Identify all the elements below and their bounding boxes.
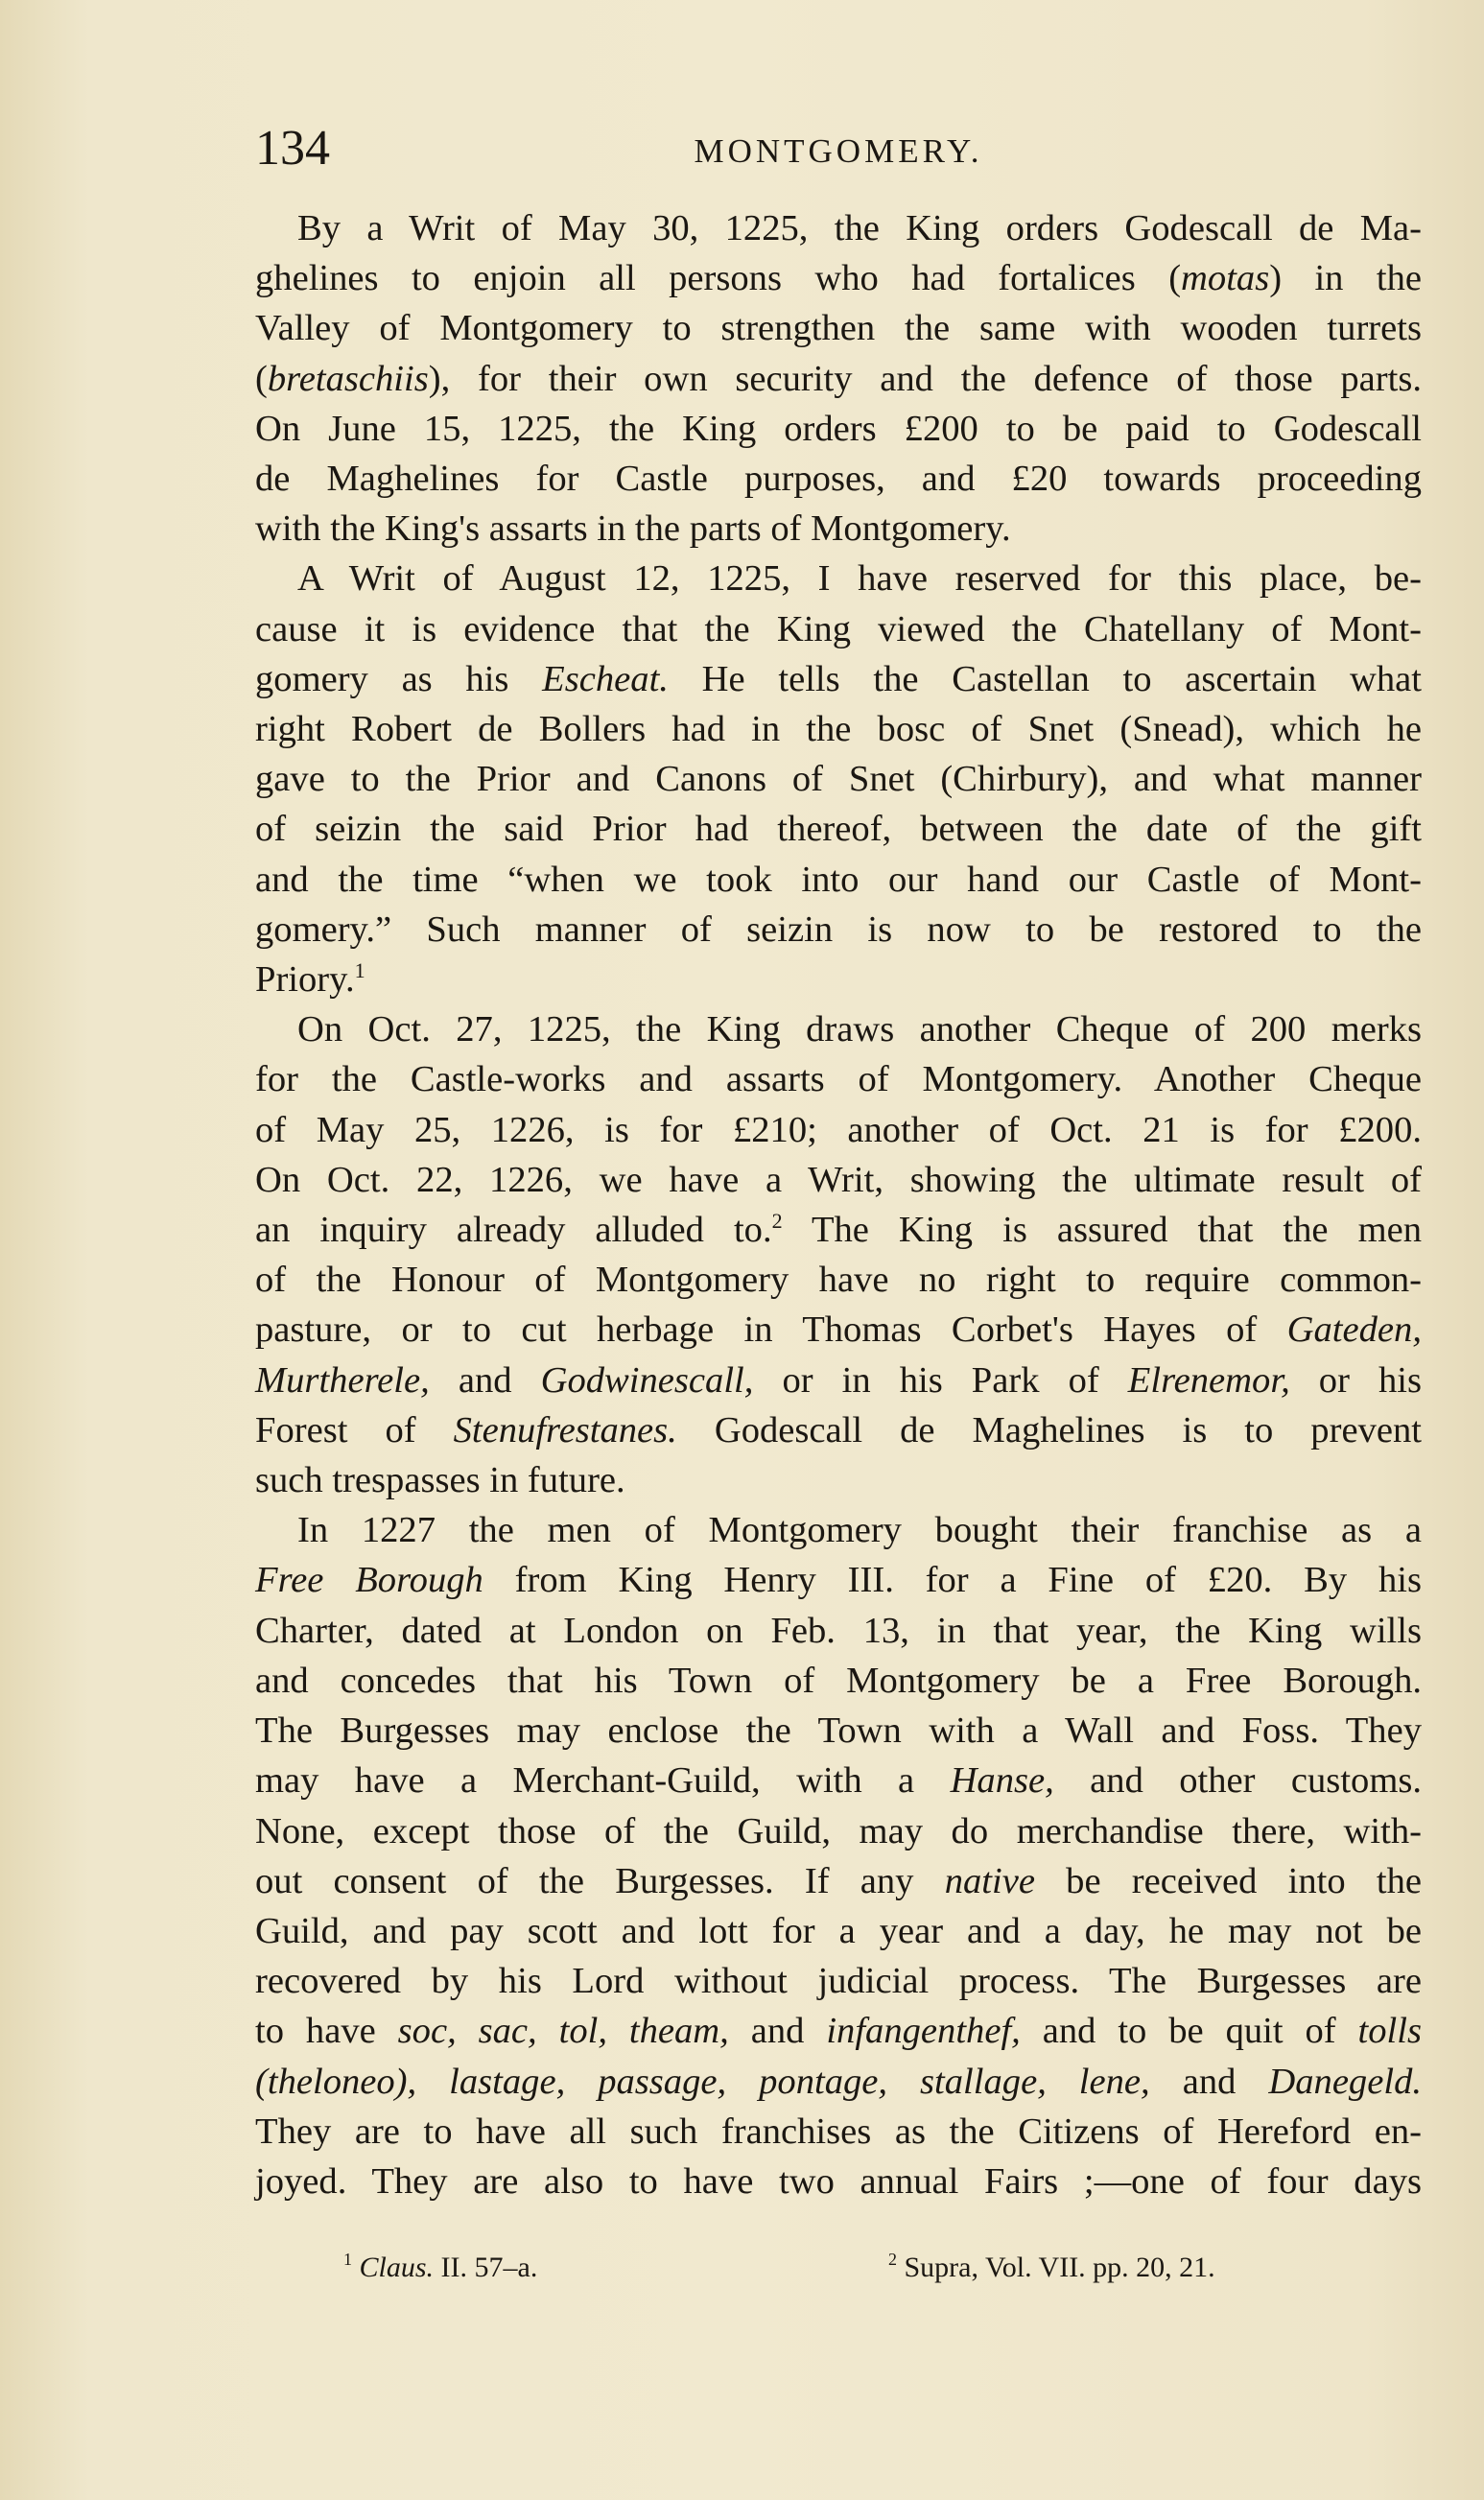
- text-line: out consent of the Burgesses. If any native be received into the: [255, 1860, 1422, 1901]
- footnotes: [255, 2245, 1422, 2291]
- text-line: and the time “when we took into our hand our Castle of Mont-: [255, 859, 1422, 900]
- text-line: ghelines to enjoin all persons who had fortalices (motas) in the: [255, 258, 1422, 299]
- footnote-ref: 2: [771, 1209, 783, 1234]
- footnote-ref: 1: [354, 958, 365, 983]
- text-line: right Robert de Bollers had in the bosc of Snet (Snead), which he: [255, 709, 1422, 750]
- footnote-2: $^2$ Supra, Vol. VII. pp. 20, 21.: [888, 2250, 1215, 2283]
- text-line: recovered by his Lord without judicial process. The Burgesses are: [255, 1961, 1422, 2002]
- footnote-1: $^1$ Claus. II. 57–a.: [343, 2250, 538, 2283]
- text-line: They are to have all such franchises as the Citizens of Hereford en-: [255, 2111, 1422, 2152]
- text-line: None, except those of the Guild, may do merchandise there, with-: [255, 1810, 1422, 1851]
- text-line: for the Castle-works and assarts of Montgomery. Another Cheque: [255, 1059, 1422, 1100]
- text-line: an inquiry already alluded to.$^2$ The King is assured that the men: [255, 1209, 1422, 1251]
- page-number: 134: [255, 121, 330, 176]
- text-line: and concedes that his Town of Montgomery be a Free Borough.: [255, 1660, 1422, 1701]
- text-line: of seizin the said Prior had thereof, between the date of the gift: [255, 809, 1422, 850]
- text-line: with the King's assarts in the parts of Montgomery.: [255, 508, 1011, 550]
- text-line: such trespasses in future.: [255, 1460, 625, 1501]
- text-line: Free Borough from King Henry III. for a Fine of £20. By his: [255, 1560, 1422, 1601]
- text-line: (theloneo), lastage, passage, pontage, stallage, lene, and Danegeld.: [255, 2061, 1422, 2102]
- text-line: Priory.$^1$: [255, 958, 365, 1001]
- text-line: of the Honour of Montgomery have no right to require common-: [255, 1260, 1422, 1301]
- text-line: Charter, dated at London on Feb. 13, in that year, the King wills: [255, 1610, 1422, 1651]
- text-line: Murtherele, and Godwinescall, or in his Park of Elrenemor, or his: [255, 1359, 1422, 1401]
- text-line: pasture, or to cut herbage in Thomas Corbet's Hayes of Gateden,: [255, 1309, 1422, 1351]
- text-line: gomery as his Escheat. He tells the Castellan to ascertain what: [255, 658, 1423, 699]
- text-line: Valley of Montgomery to strengthen the same with wooden turrets: [255, 308, 1422, 349]
- text-line: cause it is evidence that the King viewed the Chatellany of Mont-: [255, 608, 1422, 649]
- text-line: to have soc, sac, tol, theam, and infangenthef, and to be quit of tolls: [255, 2011, 1422, 2052]
- text-line: The Burgesses may enclose the Town with a Wall and Foss. They: [255, 1710, 1422, 1752]
- text-line: On June 15, 1225, the King orders £200 to be paid to Godescall: [255, 408, 1422, 449]
- text-line: may have a Merchant-Guild, with a Hanse, and other customs.: [255, 1760, 1422, 1802]
- text-line: On Oct. 22, 1226, we have a Writ, showing the ultimate result of: [255, 1159, 1422, 1200]
- body-text: [255, 203, 1422, 2206]
- text-line: (bretaschiis), for their own security and the defence of those parts.: [255, 358, 1422, 399]
- text-line: of May 25, 1226, is for £210; another of Oct. 21 is for £200.: [255, 1109, 1422, 1150]
- paragraph: [255, 1004, 1422, 1505]
- text-line: A Writ of August 12, 1225, I have reserved for this place, be-: [297, 558, 1422, 600]
- text-line: By a Writ of May 30, 1225, the King orders Godescall de Ma-: [297, 208, 1422, 248]
- text-line: de Maghelines for Castle purposes, and £20 towards proceeding: [255, 459, 1422, 500]
- text-line: On Oct. 27, 1225, the King draws another Cheque of 200 merks: [297, 1009, 1422, 1050]
- text-line: Guild, and pay scott and lott for a year and a day, he may not be: [255, 1910, 1422, 1951]
- page-header: [255, 115, 1422, 182]
- running-head: MONTGOMERY.: [694, 132, 983, 170]
- text-line: gave to the Prior and Canons of Snet (Chirbury), and what manner: [255, 759, 1422, 800]
- text-line: gomery.” Such manner of seizin is now to be restored to the: [255, 908, 1422, 950]
- paragraph: [255, 203, 1422, 554]
- paragraph: [255, 1505, 1422, 2206]
- text-line: Forest of Stenufrestanes. Godescall de Maghelines is to prevent: [255, 1409, 1422, 1450]
- paragraph: [255, 554, 1422, 1004]
- text-line: In 1227 the men of Montgomery bought their franchise as a: [297, 1510, 1422, 1551]
- text-line: joyed. They are also to have two annual Fairs ;—one of four days: [255, 2160, 1422, 2202]
